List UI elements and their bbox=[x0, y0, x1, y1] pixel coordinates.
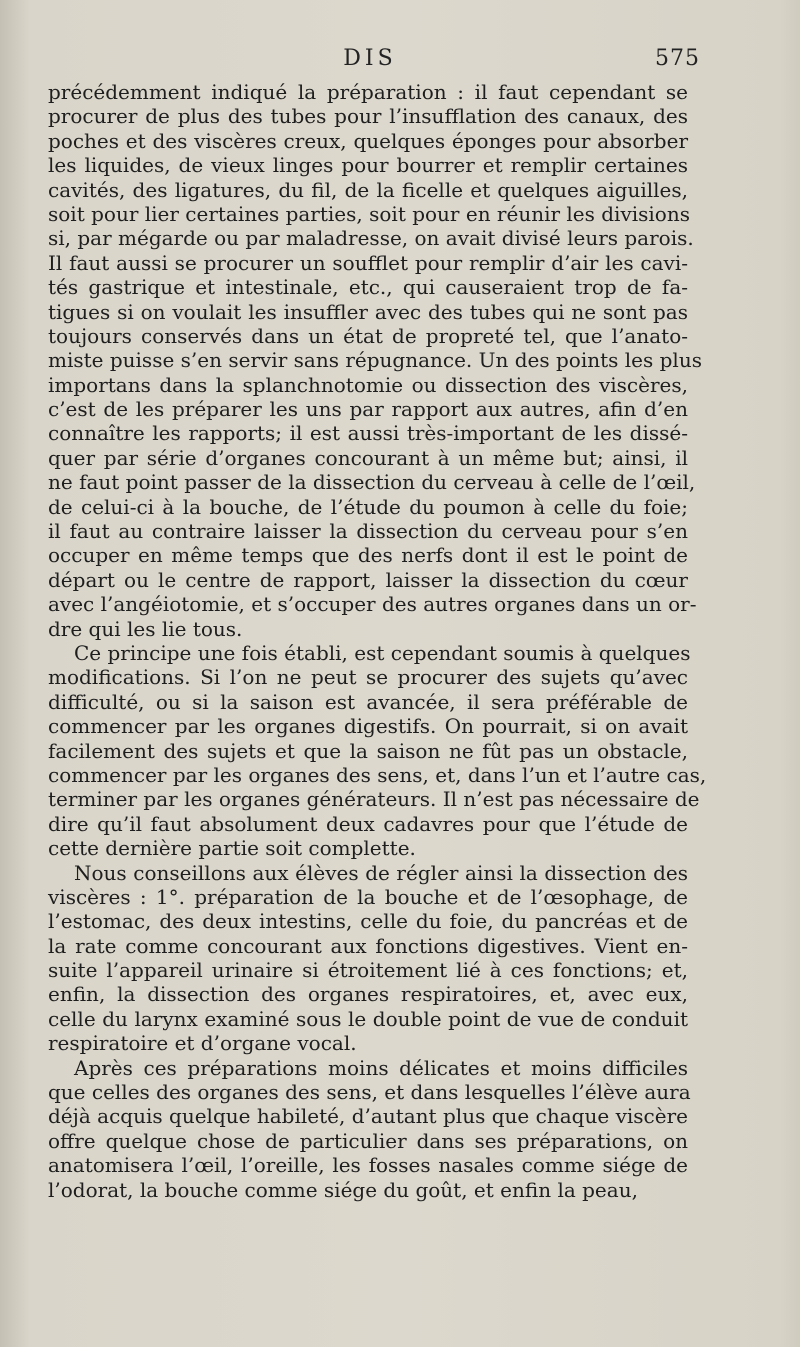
text-line: que celles des organes des sens, et dans lesquelles l’élève aura bbox=[48, 1080, 691, 1105]
text-line: de celui-ci à la bouche, de l’étude du poumon à celle du foie; bbox=[48, 494, 688, 519]
text-line: déjà acquis quelque habileté, d’autant plus que chaque viscère bbox=[48, 1104, 688, 1129]
text-line: enfin, la dissection des organes respiratoires, et, avec eux, bbox=[48, 982, 688, 1007]
text-line: départ ou le centre de rapport, laisser la dissection du cœur bbox=[48, 567, 688, 592]
text-line: commencer par les organes des sens, et, dans l’un et l’autre cas, bbox=[48, 762, 707, 787]
text-line: l’estomac, des deux intestins, celle du foie, du pancréas et de bbox=[48, 909, 688, 934]
paragraph bbox=[48, 861, 688, 1056]
text-line: dre qui les lie tous. bbox=[48, 616, 243, 641]
text-line: toujours conservés dans un état de propreté tel, que l’anato- bbox=[48, 323, 688, 348]
text-line: Ce principe une fois établi, est cependant soumis à quelques bbox=[74, 640, 691, 665]
text-line: Après ces préparations moins délicates et moins difficiles bbox=[74, 1055, 688, 1080]
text-line: avec l’angéiotomie, et s’occuper des autres organes dans un or- bbox=[48, 592, 697, 617]
text-line: suite l’appareil urinaire si étroitement lié à ces fonctions; et, bbox=[48, 958, 688, 983]
text-line: il faut au contraire laisser la dissection du cerveau pour s’en bbox=[48, 519, 688, 544]
running-head-title: DIS bbox=[343, 46, 397, 71]
text-line: importans dans la splanchnotomie ou dissection des viscères, bbox=[48, 372, 688, 397]
text-line: procurer de plus des tubes pour l’insufflation des canaux, des bbox=[48, 104, 688, 129]
text-line: occuper en même temps que des nerfs dont il est le point de bbox=[48, 543, 688, 568]
text-line: offre quelque chose de particulier dans ses préparations, on bbox=[48, 1128, 688, 1153]
text-line: précédemment indiqué la préparation : il faut cependant se bbox=[48, 80, 688, 104]
text-line: quer par série d’organes concourant à un même but; ainsi, il bbox=[48, 445, 688, 470]
text-line: tés gastrique et intestinale, etc., qui causeraient trop de fa- bbox=[48, 275, 688, 300]
paragraph bbox=[48, 1055, 691, 1202]
page-number: 575 bbox=[655, 46, 700, 71]
text-line: commencer par les organes digestifs. On pourrait, si on avait bbox=[48, 714, 688, 739]
text-line: cette dernière partie soit complette. bbox=[48, 836, 416, 861]
text-line: l’odorat, la bouche comme siége du goût, et enfin la peau, bbox=[48, 1177, 638, 1202]
text-line: si, par mégarde ou par maladresse, on avait divisé leurs parois. bbox=[48, 226, 694, 251]
text-line: soit pour lier certaines parties, soit pour en réunir les divisions bbox=[48, 201, 690, 226]
text-line: facilement des sujets et que la saison ne fût pas un obstacle, bbox=[48, 738, 688, 763]
text-line: difficulté, ou si la saison est avancée, il sera préférable de bbox=[48, 689, 688, 714]
text-line: cavités, des ligatures, du fil, de la ficelle et quelques aiguilles, bbox=[48, 177, 688, 202]
text-line: connaître les rapports; il est aussi très-important de les dissé- bbox=[48, 421, 688, 446]
text-line: Nous conseillons aux élèves de régler ainsi la dissection des bbox=[74, 860, 688, 885]
text-line: celle du larynx examiné sous le double point de vue de conduit bbox=[48, 1006, 688, 1031]
text-line: modifications. Si l’on ne peut se procurer des sujets qu’avec bbox=[48, 665, 688, 690]
text-line: terminer par les organes générateurs. Il n’est pas nécessaire de bbox=[48, 787, 700, 812]
text-line: miste puisse s’en servir sans répugnance. Un des points les plus bbox=[48, 348, 702, 373]
text-line: Il faut aussi se procurer un soufflet pour remplir d’air les cavi- bbox=[48, 250, 688, 275]
text-line: dire qu’il faut absolument deux cadavres pour que l’étude de bbox=[48, 811, 688, 836]
text-line: poches et des viscères creux, quelques éponges pour absorber bbox=[48, 128, 688, 153]
running-head bbox=[50, 44, 700, 84]
text-line: c’est de les préparer les uns par rapport aux autres, afin d’en bbox=[48, 397, 688, 422]
text-line: la rate comme concourant aux fonctions digestives. Vient en- bbox=[48, 933, 688, 958]
text-line: tigues si on voulait les insuffler avec des tubes qui ne sont pas bbox=[48, 299, 688, 324]
text-line: viscères : 1°. préparation de la bouche et de l’œsophage, de bbox=[48, 884, 688, 909]
paragraph bbox=[48, 80, 702, 641]
text-line: anatomisera l’œil, l’oreille, les fosses nasales comme siége de bbox=[48, 1153, 688, 1178]
text-line: ne faut point passer de la dissection du cerveau à celle de l’œil, bbox=[48, 470, 696, 495]
body-text bbox=[48, 80, 707, 1202]
paragraph bbox=[48, 640, 707, 861]
text-line: respiratoire et d’organe vocal. bbox=[48, 1031, 357, 1056]
text-line: les liquides, de vieux linges pour bourrer et remplir certaines bbox=[48, 153, 688, 178]
